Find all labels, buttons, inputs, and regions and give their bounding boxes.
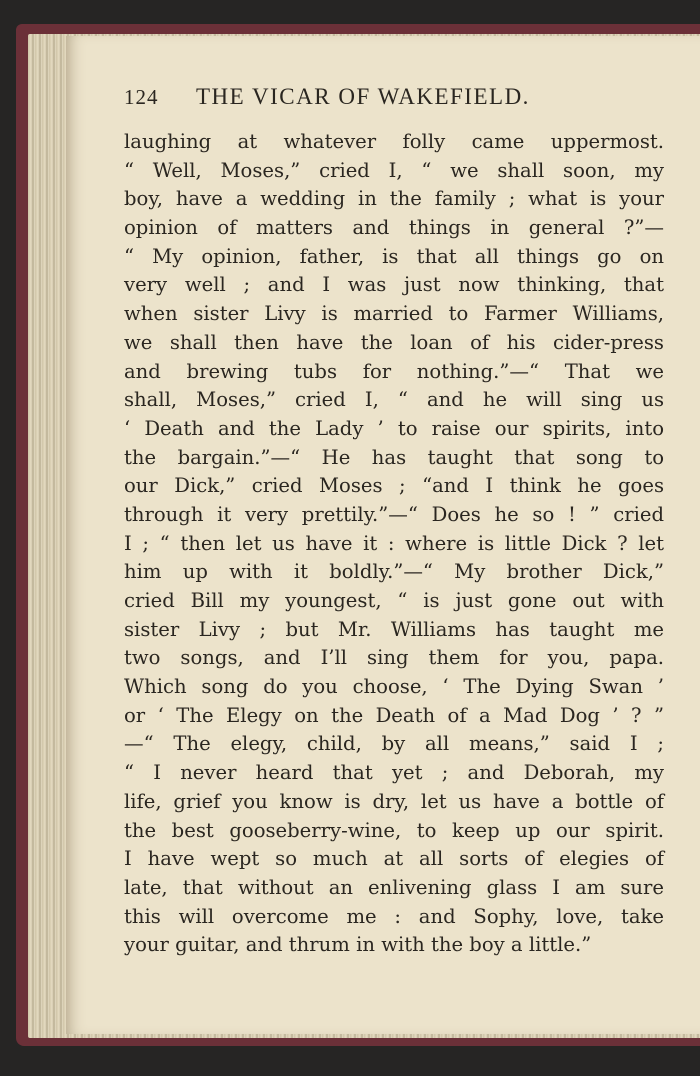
- text-line-2: “ Well, Moses,” cried I, “ we shall soon, my: [124, 158, 664, 182]
- text-line-19: two songs, and I’ll sing them for you, papa.: [124, 646, 664, 670]
- text-line-3: boy, have a wedding in the family ; what is your: [124, 187, 664, 211]
- text-line-26: I have wept so much at all sorts of elegies of: [124, 847, 664, 871]
- text-line-15: I ; “ then let us have it : where is little Dick ? let: [124, 531, 664, 555]
- text-line-8: we shall then have the loan of his cider-press: [124, 330, 664, 354]
- text-line-27: late, that without an enlivening glass I am sure: [124, 875, 664, 899]
- page-text-block: [124, 84, 664, 960]
- text-line-5: “ My opinion, father, is that all things go on: [124, 244, 664, 268]
- text-line-10: shall, Moses,” cried I, “ and he will sing us: [124, 388, 664, 412]
- text-line-24: life, grief you know is dry, let us have a bottle of: [124, 789, 664, 813]
- text-line-16: him up with it boldly.”—“ My brother Dick,”: [124, 560, 664, 584]
- text-line-7: when sister Livy is married to Farmer Williams,: [124, 302, 664, 326]
- page-header: [124, 84, 664, 110]
- text-line-14: through it very prettily.”—“ Does he so ! ” cried: [124, 502, 664, 526]
- text-line-23: “ I never heard that yet ; and Deborah, my: [124, 761, 664, 785]
- text-line-11: ‘ Death and the Lady ’ to raise our spirits, into: [124, 416, 664, 440]
- text-line-28: this will overcome me : and Sophy, love, take: [124, 904, 664, 928]
- page-number: 124: [124, 85, 159, 109]
- text-line-25: the best gooseberry-wine, to keep up our spirit.: [124, 818, 664, 842]
- text-line-29: your guitar, and thrum in with the boy a little.”: [124, 933, 592, 957]
- text-line-17: cried Bill my youngest, “ is just gone out with: [124, 589, 664, 612]
- text-line-12: the bargain.”—“ He has taught that song to: [124, 445, 664, 469]
- text-line-18: sister Livy ; but Mr. Williams has taught me: [124, 617, 664, 641]
- text-line-1: laughing at whatever folly came uppermost.: [124, 130, 664, 153]
- running-title: THE VICAR OF WAKEFIELD.: [196, 84, 530, 109]
- text-line-13: our Dick,” cried Moses ; “and I think he goes: [124, 474, 664, 498]
- text-line-22: —“ The elegy, child, by all means,” said I ;: [124, 732, 664, 756]
- text-line-9: and brewing tubs for nothing.”—“ That we: [124, 359, 664, 383]
- text-line-21: or ‘ The Elegy on the Death of a Mad Dog ’ ? ”: [124, 703, 664, 727]
- text-line-20: Which song do you choose, ‘ The Dying Swan ’: [124, 675, 664, 699]
- text-line-4: opinion of matters and things in general ?”—: [124, 216, 664, 240]
- book-page: [66, 36, 700, 1034]
- text-line-6: very well ; and I was just now thinking, that: [124, 273, 664, 297]
